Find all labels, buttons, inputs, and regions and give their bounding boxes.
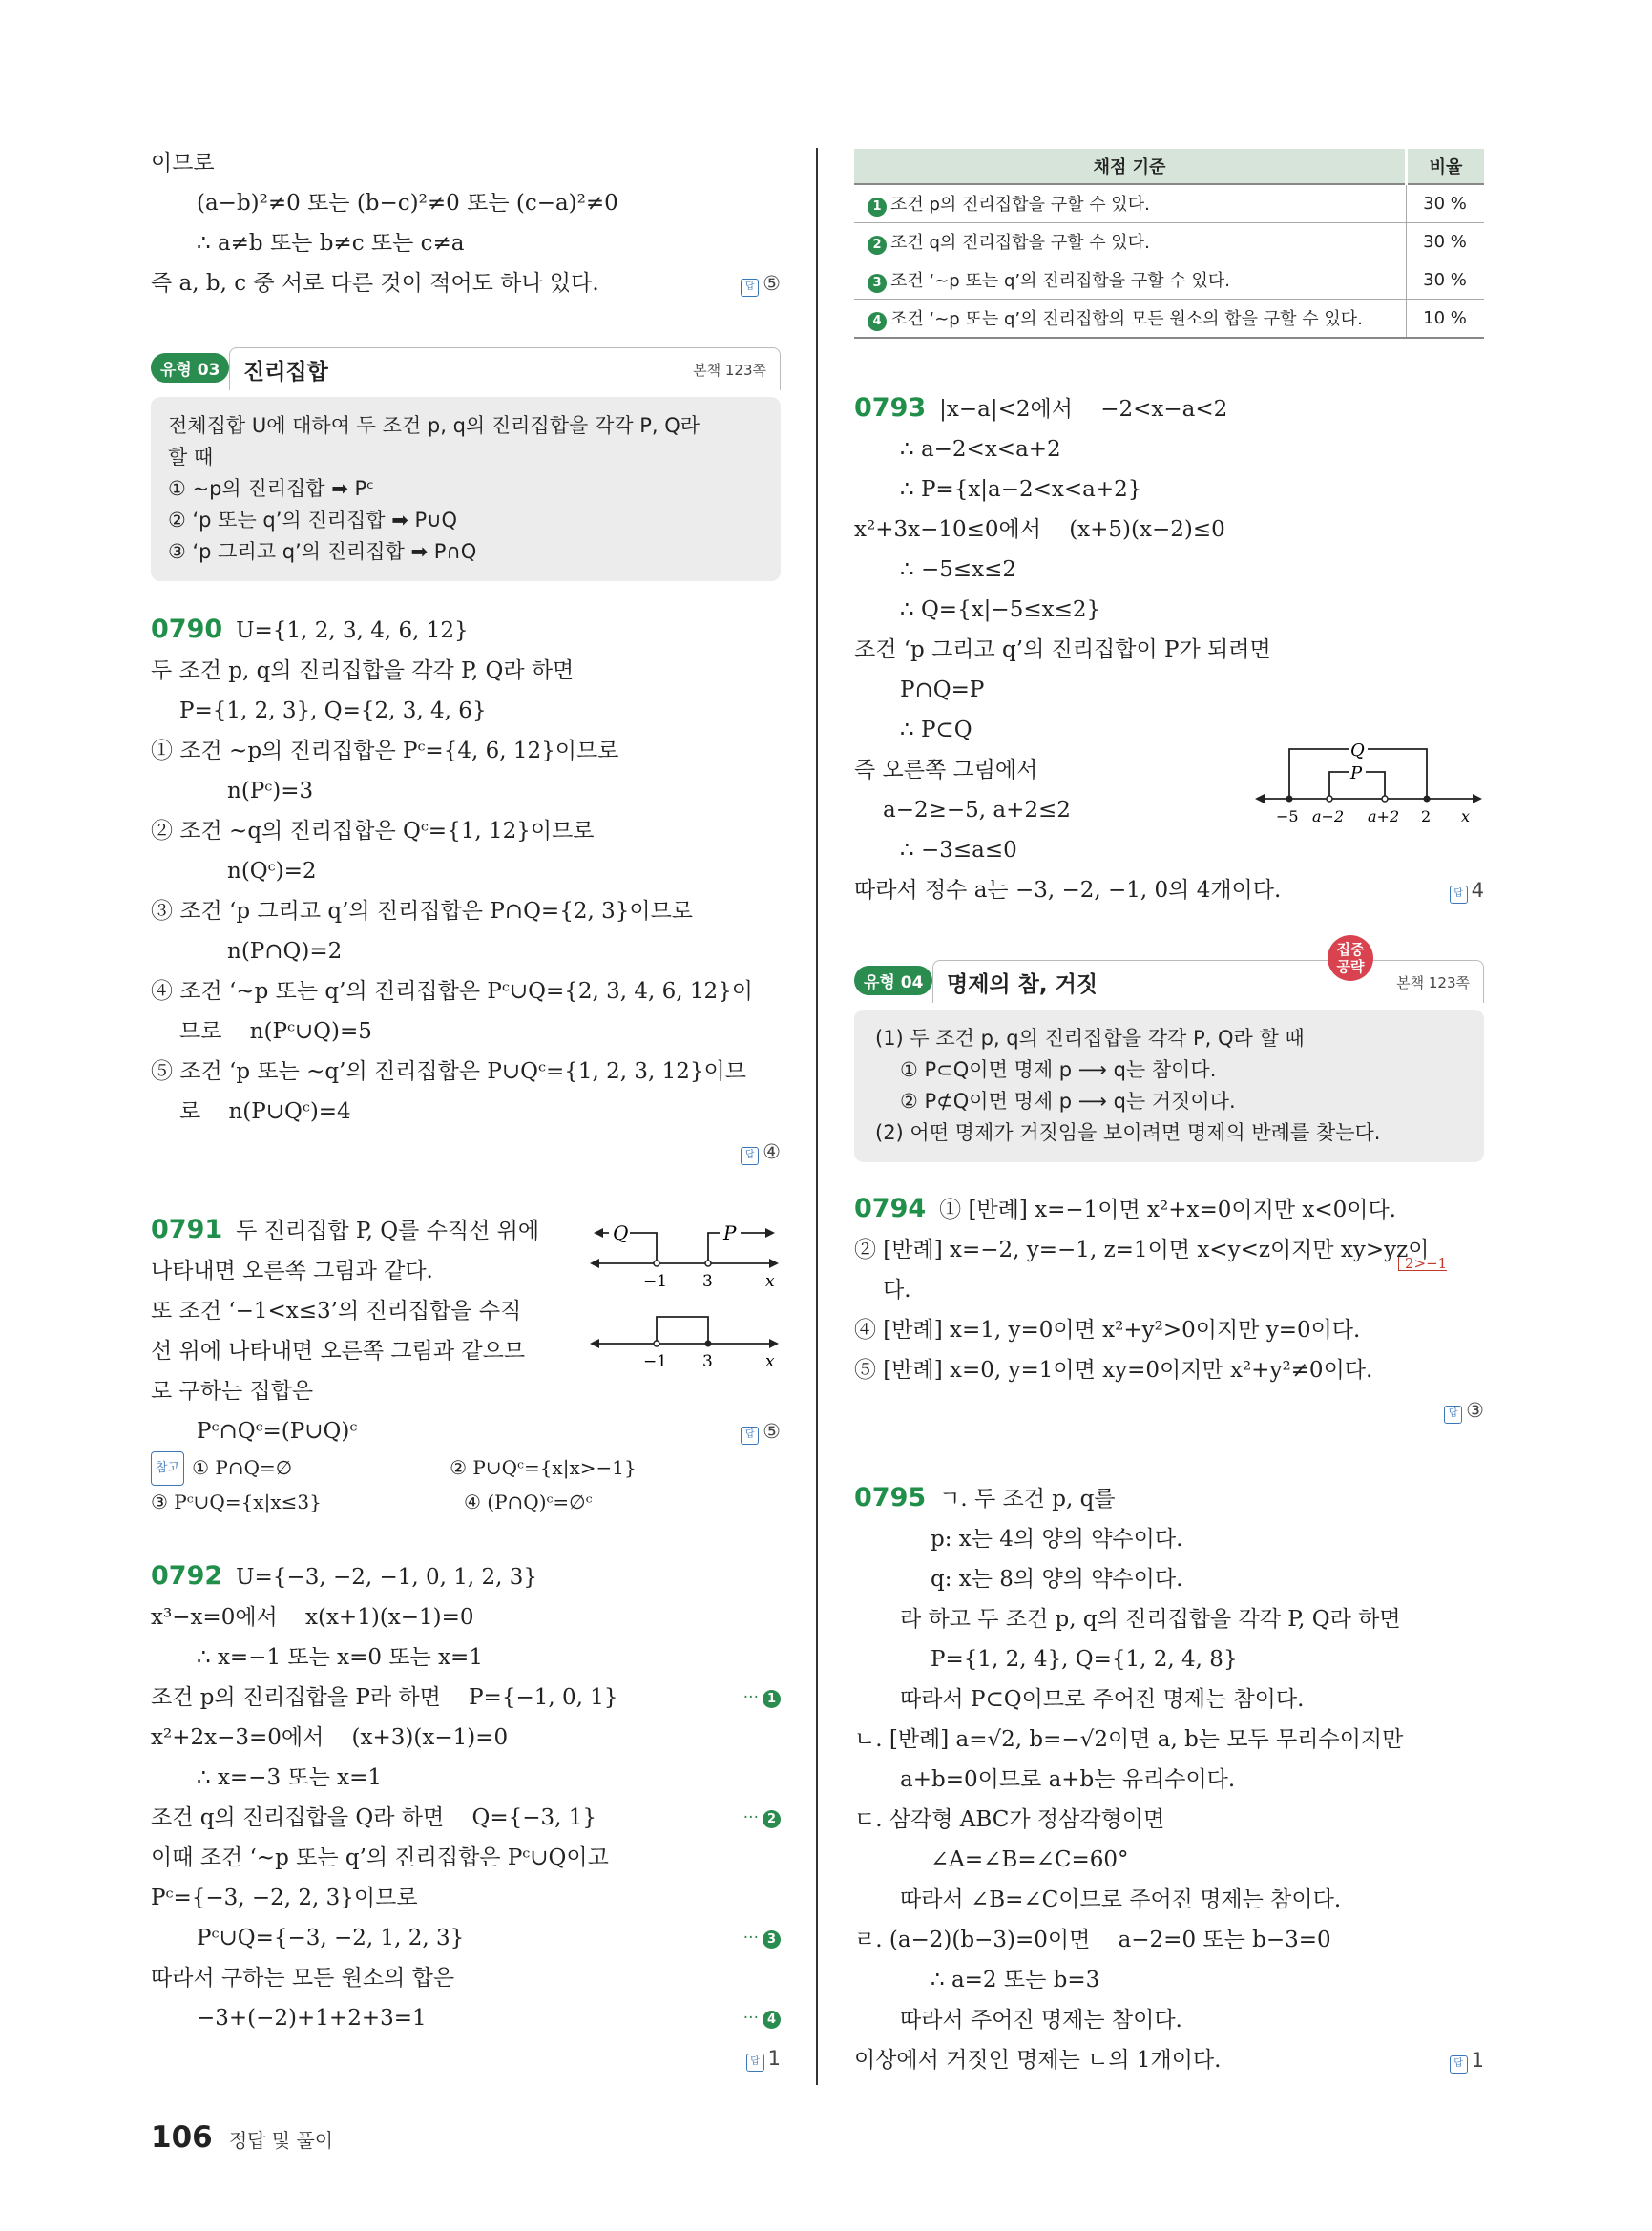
table-cell: [854, 223, 1407, 261]
arrow-head: [769, 1339, 779, 1348]
point-open: [1382, 796, 1388, 802]
step-number: 3: [763, 1930, 781, 1949]
text-line: [151, 1678, 781, 1718]
answer-icon: 답: [741, 1427, 759, 1445]
text-line: 로 n(P∪Qᶜ)=4: [179, 1099, 351, 1124]
summary-line: ② P⊄Q이면 명제 p ⟶ q는 거짓이다.: [900, 1090, 1236, 1113]
step-marker: ··· 3: [743, 1918, 781, 1958]
text-line: 라 하고 두 조건 p, q의 진리집합을 각각 P, Q라 하면: [900, 1607, 1401, 1632]
arrow-head: [1255, 794, 1265, 803]
number-line-figure-pq: [590, 1220, 781, 1401]
summary-line: (1) 두 조건 p, q의 진리집합을 각각 P, Q라 할 때: [875, 1027, 1305, 1050]
text-line: [151, 1918, 781, 1958]
summary-line: ③ ‘p 그리고 q’의 진리집합 ➡ P∩Q: [168, 540, 477, 563]
note-item: ② P∪Qᶜ={x|x>−1}: [450, 1456, 637, 1479]
text-line: ㄴ. [반례] a=√2, b=−√2이면 a, b는 모두 무리수이지만: [854, 1727, 1404, 1752]
tick-label: 2: [1421, 807, 1432, 825]
point-closed: [1286, 796, 1293, 803]
answer-value: ⑤: [763, 1420, 781, 1443]
text-line: ③ 조건 ‘p 그리고 q’의 진리집합은 P∩Q={2, 3}이므로: [151, 899, 694, 924]
text-line: ∠A=∠B=∠C=60°: [931, 1847, 1129, 1872]
answer-mark: [741, 1411, 781, 1451]
text-line: n(Pᶜ)=3: [227, 779, 314, 803]
summary-line: ① ~p의 진리집합 ➡ Pᶜ: [168, 477, 374, 500]
arrow-head: [1473, 794, 1482, 803]
step-number: 4: [763, 2011, 781, 2029]
text-line: ① 조건 ~p의 진리집합은 Pᶜ={4, 6, 12}이므로: [151, 739, 619, 763]
focus-badge: [1328, 935, 1373, 981]
text-line: ∴ a≠b 또는 b≠c 또는 c≠a: [197, 231, 465, 256]
problem-number: 0795: [854, 1483, 927, 1512]
summary-line: 전체집합 U에 대하여 두 조건 p, q의 진리집합을 각각 P, Q라: [168, 414, 701, 437]
text-line: 또 조건 ‘−1<x≤3’의 진리집합을 수직: [151, 1299, 522, 1324]
answer-mark: [1444, 1390, 1484, 1430]
table-cell: [854, 184, 1407, 223]
text-line: ∴ a=2 또는 b=3: [931, 1968, 1100, 1992]
point-open: [654, 1341, 659, 1346]
text-line: [151, 263, 781, 303]
text-line: P={1, 2, 3}, Q={2, 3, 4, 6}: [179, 698, 487, 723]
summary-line: 할 때: [168, 446, 214, 469]
text-span: 조건 q의 진리집합을 Q라 하면 Q={−3, 1}: [151, 1805, 597, 1830]
answer-icon: 답: [1450, 886, 1468, 904]
arrow-head: [590, 1339, 599, 1348]
answer-mark: [741, 1132, 781, 1172]
tick-label: 3: [702, 1352, 713, 1371]
note-item: ① P∩Q=∅: [192, 1456, 293, 1479]
text-line: 이때 조건 ‘~p 또는 q’의 진리집합은 Pᶜ∪Q이고: [151, 1845, 609, 1870]
table-cell: 30 %: [1407, 223, 1485, 261]
step-number: 2: [763, 1810, 781, 1828]
table-cell: 10 %: [1407, 300, 1485, 339]
answer-line: [854, 1390, 1484, 1430]
point-closed: [1424, 796, 1431, 803]
text-span: Pᶜ∪Q={−3, −2, 1, 2, 3}: [197, 1926, 465, 1950]
summary-line: ② ‘p 또는 q’의 진리집합 ➡ P∪Q: [168, 509, 458, 532]
problem-number: 0792: [151, 1561, 223, 1591]
p-label: P: [723, 1221, 737, 1244]
text-line: ∴ x=−3 또는 x=1: [197, 1765, 383, 1790]
focus-text: 공략: [1336, 958, 1365, 975]
left-column: [151, 143, 781, 2078]
footer-label: 정답 및 풀이: [228, 2129, 334, 2152]
answer-line: [151, 1411, 781, 1451]
note-line: [151, 1486, 781, 1518]
type-title: 명제의 참, 거짓: [947, 972, 1098, 997]
answer-icon: 답: [741, 1147, 759, 1165]
note-tag: 참고: [151, 1451, 184, 1486]
table-row: [854, 261, 1484, 300]
problem-number: 0790: [151, 615, 223, 644]
answer-value: 1: [1471, 2049, 1484, 2072]
tick-label: −5: [1276, 807, 1299, 825]
axis-label: x: [1461, 807, 1471, 825]
text-line: ㄷ. 삼각형 ABC가 정삼각형이면: [854, 1807, 1165, 1832]
point-closed: [705, 1341, 712, 1347]
summary-line: (2) 어떤 명제가 거짓임을 보이려면 명제의 반례를 찾는다.: [875, 1121, 1381, 1144]
q-label: Q: [613, 1221, 629, 1244]
text-line: ∴ x=−1 또는 x=0 또는 x=1: [197, 1645, 483, 1670]
text-line: 따라서 ∠B=∠C이므로 주어진 명제는 참이다.: [900, 1887, 1342, 1912]
number-line-figure-a: [1255, 740, 1484, 844]
note-line: [151, 1451, 781, 1486]
text-line: ∴ −5≤x≤2: [900, 557, 1016, 582]
answer-value: ③: [1466, 1399, 1484, 1422]
tick-label: a−2: [1312, 807, 1345, 825]
step-marker: ··· 4: [743, 1998, 781, 2038]
step-number: 3: [868, 274, 887, 293]
step-number: 1: [868, 198, 887, 217]
tick-label: −1: [643, 1352, 668, 1371]
answer-icon: 답: [741, 279, 759, 297]
answer-icon: 답: [1444, 1406, 1462, 1424]
problem-number: 0791: [151, 1215, 223, 1244]
criterion: 조건 q의 진리집합을 구할 수 있다.: [890, 233, 1150, 253]
answer-mark: [1450, 870, 1484, 910]
table-row: [854, 223, 1484, 261]
answer-icon: 답: [746, 2054, 764, 2072]
tick-label: a+2: [1368, 807, 1400, 825]
step-marker: ··· 2: [743, 1798, 781, 1838]
table-cell: 30 %: [1407, 184, 1485, 223]
text-span: 즉 a, b, c 중 서로 다른 것이 적어도 하나 있다.: [151, 271, 599, 296]
problem-0790: [151, 610, 781, 651]
problem-number: 0793: [854, 393, 927, 423]
text-line: 따라서 P⊂Q이므로 주어진 명제는 참이다.: [900, 1687, 1305, 1712]
text-line: x²+2x−3=0에서 (x+3)(x−1)=0: [151, 1725, 509, 1750]
text-line: 로 구하는 집합은: [151, 1379, 314, 1404]
criterion: 조건 ‘~p 또는 q’의 진리집합의 모든 원소의 합을 구할 수 있다.: [890, 309, 1363, 329]
text-line: 이므로: [151, 151, 215, 176]
text-span: U={−3, −2, −1, 0, 1, 2, 3}: [236, 1565, 538, 1590]
text-line: 므로 n(Pᶜ∪Q)=5: [179, 1019, 372, 1044]
criterion: 조건 ‘~p 또는 q’의 진리집합을 구할 수 있다.: [890, 271, 1230, 291]
text-line: 다.: [883, 1278, 911, 1303]
axis-label: x: [765, 1352, 775, 1371]
arrow-head: [765, 1228, 775, 1238]
text-line: P∩Q=P: [900, 678, 985, 702]
note-item: ③ Pᶜ∪Q={x|x≤3}: [151, 1491, 322, 1513]
tick-label: 3: [702, 1272, 713, 1291]
text-line: ∴ P={x|a−2<x<a+2}: [900, 477, 1142, 502]
text-line: 선 위에 나타내면 오른쪽 그림과 같으므: [151, 1339, 526, 1364]
text-line: p: x는 4의 양의 약수이다.: [931, 1527, 1183, 1552]
arrow-head: [769, 1259, 779, 1268]
text-line: x²+3x−10≤0에서 (x+5)(x−2)≤0: [854, 517, 1225, 542]
arrow-head: [594, 1228, 603, 1238]
problem-0791: [151, 1210, 781, 1451]
text-line: 나타내면 오른쪽 그림과 같다.: [151, 1259, 433, 1283]
right-column: [854, 149, 1484, 2080]
text-line: 따라서 구하는 모든 원소의 합은: [151, 1966, 455, 1991]
type-ref: 본책 123쪽: [1396, 974, 1470, 991]
table-row: [854, 184, 1484, 223]
text-line: ∴ −3≤a≤0: [900, 838, 1017, 863]
table-header: 채점 기준: [854, 149, 1407, 184]
table-cell: [854, 300, 1407, 339]
answer-line: [151, 1132, 781, 1172]
answer-value: ⑤: [763, 272, 781, 295]
criterion: 조건 p의 진리집합을 구할 수 있다.: [890, 195, 1150, 215]
text-span: −3+(−2)+1+2+3=1: [197, 2006, 427, 2031]
text-line: ⑤ 조건 ‘p 또는 ~q’의 진리집합은 P∪Qᶜ={1, 2, 3, 12}이므: [151, 1059, 746, 1084]
table-header-row: [854, 149, 1484, 184]
text-line: P={1, 2, 4}, Q={1, 2, 4, 8}: [931, 1647, 1238, 1672]
text-span: ① [반례] x=−1이면 x²+x=0이지만 x<0이다.: [939, 1198, 1396, 1222]
step-number: 1: [763, 1690, 781, 1708]
table-cell: [854, 261, 1407, 300]
focus-text: 집중: [1336, 941, 1365, 958]
column-divider: [816, 148, 818, 2085]
problem-0793: [854, 388, 1484, 910]
answer-icon: 답: [1450, 2055, 1468, 2074]
text-line: ∴ Q={x|−5≤x≤2}: [900, 597, 1101, 622]
arrow-head: [590, 1259, 599, 1268]
interval-range: [657, 1317, 708, 1344]
table-row: [854, 300, 1484, 339]
type-ref: 본책 123쪽: [693, 362, 766, 379]
step-marker: ··· 1: [743, 1678, 781, 1718]
problem-0795: [854, 1478, 1484, 1519]
text-line: ㄹ. (a−2)(b−3)=0이면 a−2=0 또는 b−3=0: [854, 1928, 1331, 1952]
type-badge: 유형 04: [854, 966, 932, 995]
text-line: 조건 ‘p 그리고 q’의 진리집합이 P가 되려면: [854, 637, 1271, 662]
text-line: ∴ P⊂Q: [900, 718, 972, 742]
text-line: ④ [반례] x=1, y=0이면 x²+y²>0이지만 y=0이다.: [854, 1318, 1361, 1343]
text-line: (a−b)²≠0 또는 (b−c)²≠0 또는 (c−a)²≠0: [197, 191, 618, 216]
text-span: U={1, 2, 3, 4, 6, 12}: [236, 618, 469, 643]
step-number: 2: [868, 236, 887, 255]
answer-mark: [741, 263, 781, 303]
answer-line: [151, 2038, 781, 2078]
step-number: 4: [868, 312, 887, 331]
text-span: 두 진리집합 P, Q를 수직선 위에: [236, 1219, 540, 1243]
point-open: [654, 1261, 659, 1266]
text-line: ② 조건 ~q의 진리집합은 Qᶜ={1, 12}이므로: [151, 819, 595, 844]
problem-0792: [151, 1556, 781, 1597]
text-line: ④ 조건 ‘~p 또는 q’의 진리집합은 Pᶜ∪Q={2, 3, 4, 6, 12}이: [151, 979, 753, 1004]
text-line: ⑤ [반례] x=0, y=1이면 xy=0이지만 x²+y²≠0이다.: [854, 1358, 1373, 1383]
text-span: ② [반례] x=−2, y=−1, z=1이면 x<y<z이지만 xy>yz이: [854, 1238, 1430, 1262]
type-03-summary: [151, 397, 781, 581]
text-line: 따라서 주어진 명제는 참이다.: [900, 2008, 1182, 2033]
q-label: Q: [1350, 740, 1365, 761]
text-span: |x−a|<2에서 −2<x−a<2: [939, 397, 1228, 422]
summary-line: ① P⊂Q이면 명제 p ⟶ q는 참이다.: [900, 1058, 1217, 1081]
axis-label: x: [765, 1272, 775, 1291]
text-line: ∴ a−2<x<a+2: [900, 437, 1061, 462]
type-04-summary: [854, 1010, 1484, 1162]
note-item: ④ (P∩Q)ᶜ=∅ᶜ: [464, 1491, 593, 1513]
answer-mark: [1450, 2040, 1484, 2080]
answer-value: ④: [763, 1140, 781, 1163]
page-footer: [151, 2120, 333, 2155]
text-span: 조건 p의 진리집합을 P라 하면 P={−1, 0, 1}: [151, 1685, 618, 1710]
tick-label: −1: [643, 1272, 668, 1291]
page-number: 106: [151, 2120, 213, 2155]
text-line: [854, 1230, 1484, 1270]
problem-number: 0794: [854, 1194, 927, 1223]
text-line: q: x는 8의 양의 약수이다.: [931, 1567, 1183, 1592]
type-title: 진리집합: [243, 360, 328, 385]
type-title-box: [229, 347, 781, 390]
answer-value: 4: [1471, 879, 1484, 902]
type-title-box: [932, 960, 1484, 1003]
text-line: n(P∩Q)=2: [227, 939, 343, 964]
text-span: 이상에서 거짓인 명제는 ㄴ의 1개이다.: [854, 2048, 1222, 2073]
answer-value: 1: [767, 2047, 781, 2070]
table-cell: 30 %: [1407, 261, 1485, 300]
text-line: [151, 1998, 781, 2038]
answer-line: [854, 870, 1484, 910]
problem-0794: [854, 1189, 1484, 1230]
counterexample-note: 2>−1: [1398, 1257, 1447, 1271]
text-span: ㄱ. 두 조건 p, q를: [939, 1487, 1116, 1512]
text-line: Pᶜ={−3, −2, 2, 3}이므로: [151, 1886, 418, 1910]
text-line: 즉 오른쪽 그림에서: [854, 758, 1038, 782]
text-line: x³−x=0에서 x(x+1)(x−1)=0: [151, 1605, 474, 1630]
p-label: P: [1350, 763, 1363, 783]
text-line: a+b=0이므로 a+b는 유리수이다.: [900, 1767, 1236, 1792]
point-open: [1327, 796, 1332, 802]
text-line: n(Qᶜ)=2: [227, 859, 317, 884]
text-line: [854, 388, 1484, 429]
table-header: 비율: [1407, 149, 1485, 184]
text-line: a−2≥−5, a+2≤2: [883, 798, 1071, 823]
text-span: 따라서 정수 a는 −3, −2, −1, 0의 4개이다.: [854, 878, 1282, 903]
text-span: Pᶜ∩Qᶜ=(P∪Q)ᶜ: [197, 1419, 358, 1444]
answer-line: [854, 2040, 1484, 2080]
text-line: 두 조건 p, q의 진리집합을 각각 P, Q라 하면: [151, 658, 575, 683]
type-03-header: [151, 347, 781, 393]
type-04-header: [854, 941, 1484, 1006]
point-open: [705, 1261, 711, 1266]
text-line: [151, 1798, 781, 1838]
type-badge: 유형 03: [151, 353, 229, 383]
grading-table: [854, 149, 1484, 339]
answer-mark: [746, 2038, 781, 2078]
